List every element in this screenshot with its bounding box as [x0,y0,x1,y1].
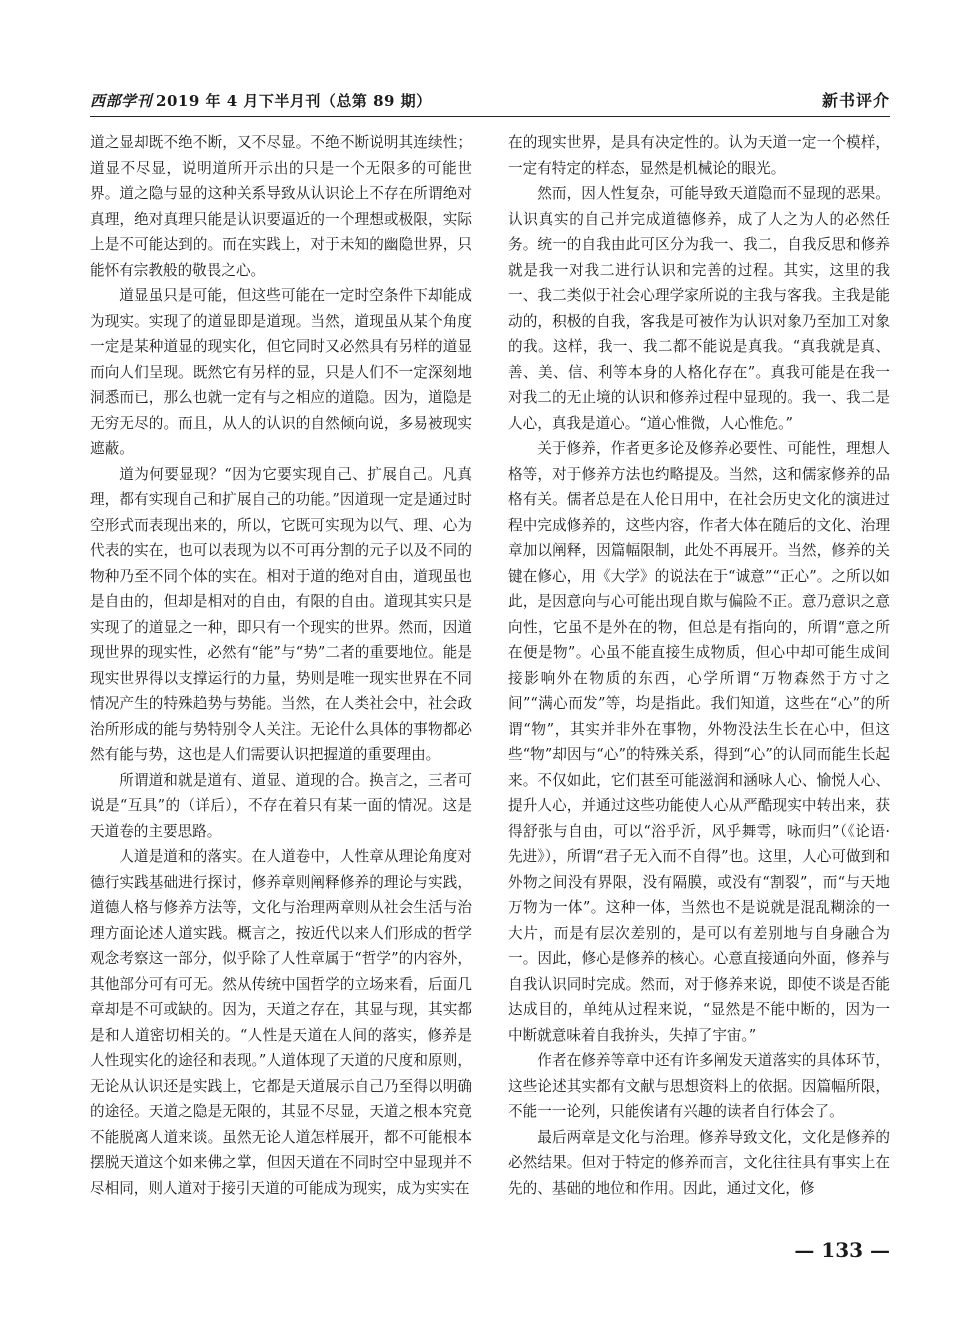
paragraph: 然而，因人性复杂，可能导致天道隐而不显现的恶果。认识真实的自己并完成道德修养，成了人之为人的必然任务。统一的自我由此可区分为我一、我二，自我反思和修养就是我一对我二进行认识和完善的过程。其实，这里的我一、我二类似于社会心理学家所说的主我与客我。主我是能动的，积极的自我，客我是可被作为认识对象乃至加工对象的我。这样，我一、我二都不能说是真我。“真我就是真、善、美、信、利等本身的人格化存在”。真我可能是在我一对我二的无止境的认识和修养过程中显现的。我一、我二是人心，真我是道心。“道心惟微，人心惟危。” [508,185,890,432]
paragraph [508,1048,890,1125]
journal-info [90,90,432,111]
page-number: — 133 — [794,1238,890,1262]
article-body [90,130,890,1245]
section-title: 新书评介 [821,91,890,110]
paragraph: 在的现实世界，是具有决定性的。认为天道一定一个模样，一定有特定的样态，显然是机械论的眼光。 [508,134,890,177]
paragraph: 最后两章是文化与治理。修养导致文化，文化是修养的必然结果。但对于特定的修养而言，文化往往具有事实上在先的、基础的地位和作用。因此，通过文化，修 [508,1128,890,1197]
paragraph: 道为何要显现？“因为它要实现自己、扩展自己。凡真理，都有实现自己和扩展自己的功能。”因道现一定是通过时空形式而表现出来的，所以，它既可实现为以气、理、心为代表的实在，也可以表现为以不可再分割的元子以及不同的物种乃至不同个体的实在。相对于道的绝对自由，道现虽也是自由的，但却是相对的自由，有限的自由。道现其实只是实现了的道显之一种，即只有一个现实的世界。然而，因道现世界的现实性，必然有“能”与“势”二者的重要地位。能是现实世界得以支撑运行的力量，势则是唯一现实世界在不同情况产生的特殊趋势与势能。当然，在人类社会中，社会政治所形成的能与势特别令人关注。无论什么具体的事物都必然有能与势，这也是人们需要认识把握道的重要理由。 [90,465,472,763]
right-column [508,130,890,1245]
paragraph: 道之显却既不绝不断，又不尽显。不绝不断说明其连续性；道显不尽显，说明道所开示出的只是一个无限多的可能世界。道之隐与显的这种关系导致从认识论上不存在所谓绝对真理，绝对真理只能是认识要逼近的一个理想或极限，实际上是不可能达到的。而在实践上，对于未知的幽隐世界，只能怀有宗教般的敬畏之心。 [90,134,472,279]
paragraph: 关于修养，作者更多论及修养必要性、可能性，理想人格等，对于修养方法也约略提及。当然，这和儒家修养的品格有关。儒者总是在人伦日用中，在社会历史文化的演进过程中完成修养的，这些内容，作者大体在随后的文化、治理章加以阐释，因篇幅限制，此处不再展开。当然，修养的关键在修心，用《大学》的说法在于“诚意”“正心”。之所以如此，是因意向与心可能出现自欺与偏险不正。意乃意识之意向性，它虽不是外在的物，但总是有指向的，所谓“意之所在便是物”。心虽不能直接生成物质，但心中却可能生成间接影响外在物质的东西，心学所谓“万物森然于方寸之间”“满心而发”等，均是指此。我们知道，这些在“心”的所谓“物”，其实并非外在事物，外物没法生长在心中，但这些“物”却因与“心”的特殊关系，得到“心”的认同而能生长起来。不仅如此，它们甚至可能滋润和涵咏人心、愉悦人心、提升人心，并通过这些功能使人心从严酷现实中转出来，获得舒张与自由，可以“浴乎沂，风乎舞雩，咏而归”（《论语·先进》），所谓“君子无入而不自得”也。这里，人心可做到和外物之间没有界限，没有隔膜，或没有“割裂”，而“与天地万物为一体”。这种一体，当然也不是说就是混乱糊涂的一大片，而是有层次差别的，是可以有差别地与自身融合为一。因此，修心是修养的核心。心意直接通向外面，修养与自我认识同时完成。然而，对于修养来说，即使不谈是否能达成目的，单纯从过程来说，“显然是不能中断的，因为一中断就意味着自我拚头，失掉了宇宙。” [508,440,890,1044]
paragraph: 人道是道和的落实。在人道卷中，人性章从理论角度对德行实践基础进行探讨，修养章则阐释修养的理论与实践，道德人格与修养方法等，文化与治理两章则从社会生活与治理方面论述人道实践。概言之，按近代以来人们形成的哲学观念考察这一部分，似乎除了人性章属于“哲学”的内容外，其他部分可有可无。然从传统中国哲学的立场来看，后面几章却是不可或缺的。因为，天道之存在，其显与现，其实都是和人道密切相关的。“人性是天道在人间的落实，修养是人性现实化的途径和表现。”人道体现了天道的尺度和原则，无论从认识还是实践上，它都是天道展示自己乃至得以明确的途径。天道之隐是无限的，其显不尽显，天道之根本究竟不能脱离人道来谈。虽然无论人道怎样展开，都不可能根本摆脱天道这个如来佛之掌，但因天道在不同时空中显现并不尽相同，则人道对于接引天道的可能成为现实，成为实实在 [90,848,472,1197]
running-header [90,86,890,116]
paragraph: 道显虽只是可能，但这些可能在一定时空条件下却能成为现实。实现了的道显即是道现。当然，道现虽从某个角度一定是某种道显的现实化，但它同时又必然具有另样的道显而向人们呈现。既然它有另样的显，只是人们不一定深刻地洞悉而已，那么也就一定有与之相应的道隐。因为，道隐是无穷无尽的。而且，从人的认识的自然倾向说，多易被现实遮蔽。 [90,287,472,457]
journal-name: 西部学刊 [90,92,153,110]
paragraph: 所谓道和就是道有、道显、道现的合。换言之，三者可说是“互具”的（详后），不存在着只有某一面的情况。这是天道卷的主要思路。 [90,771,472,840]
issue-info: 2019 年 4 月下半月刊（总第 89 期） [156,92,432,110]
header-rule [90,116,890,117]
left-column [90,130,472,1245]
paragraph-text: 作者在修养等章中还有许多阐发天道落实的具体环节，这些论述其实都有文献与思想资料上的依据。因篇幅所限，不能一一论列，只能俟诸有兴趣的读者自行体会了。 [508,1052,890,1120]
